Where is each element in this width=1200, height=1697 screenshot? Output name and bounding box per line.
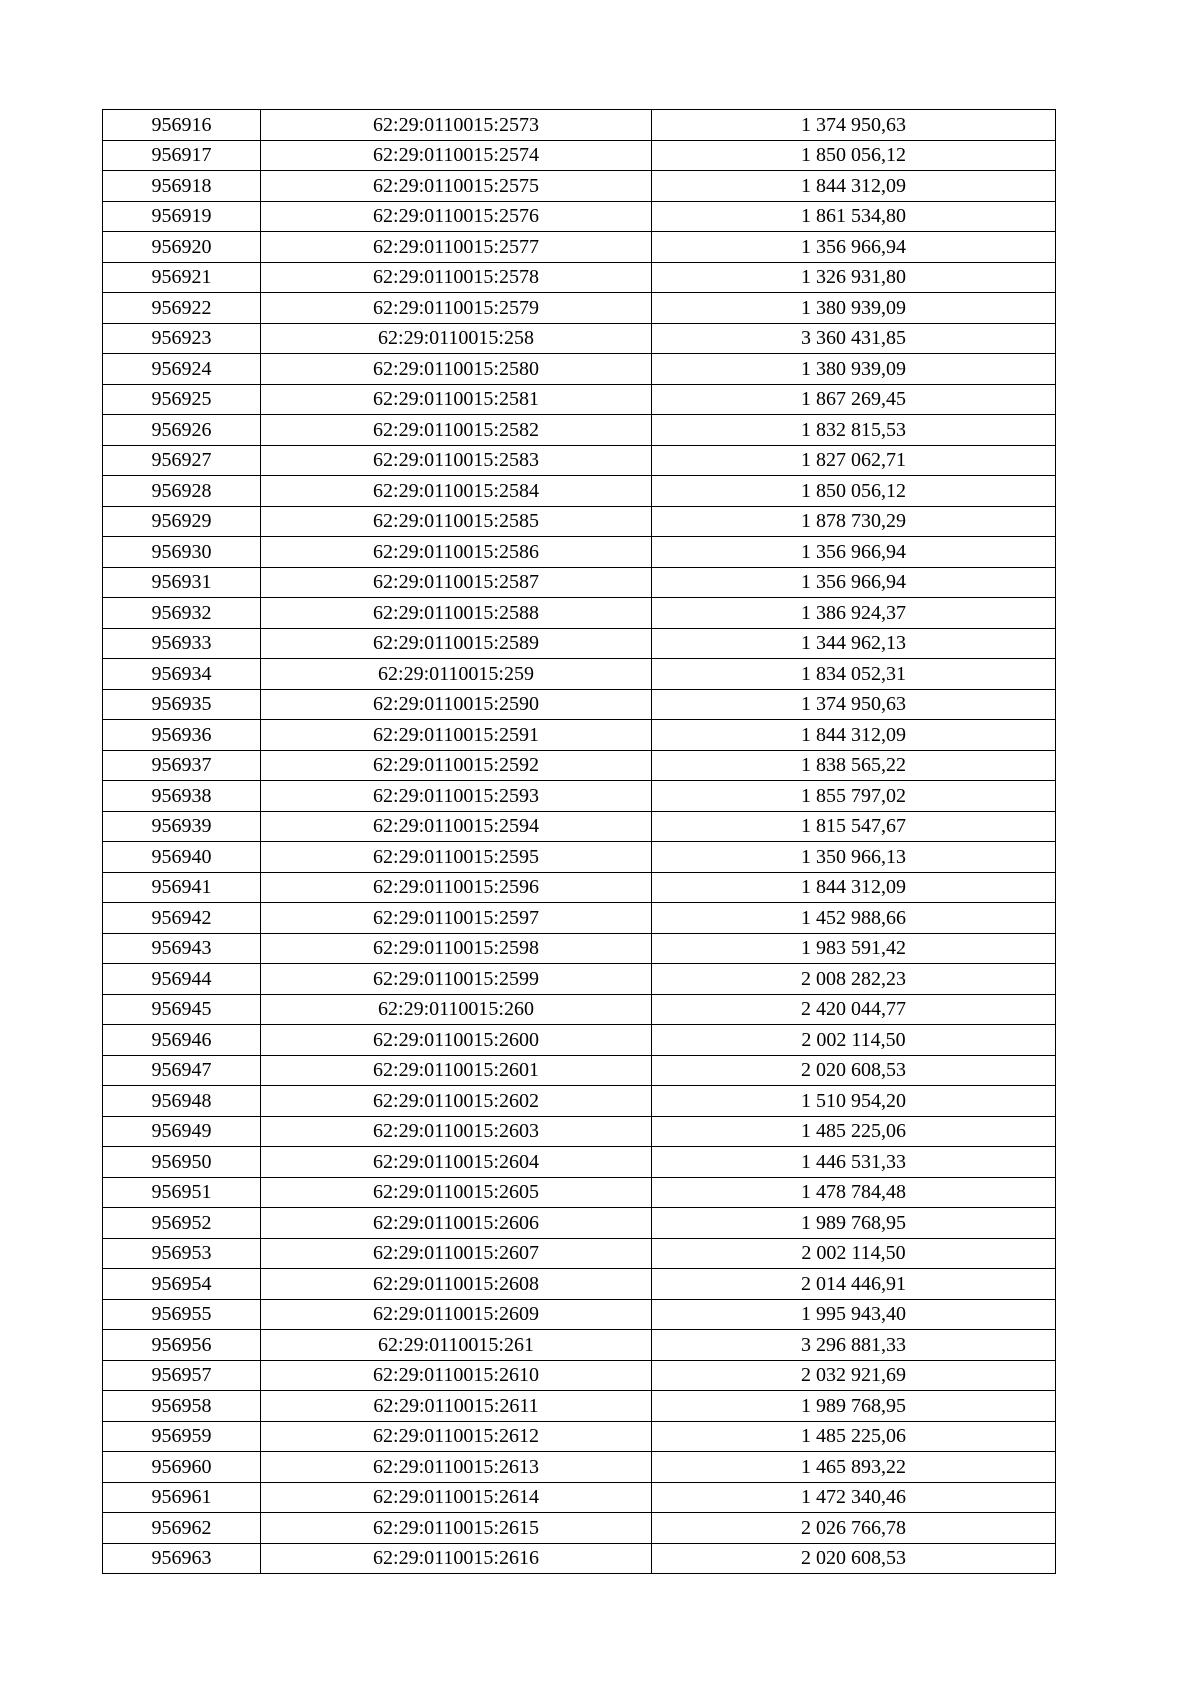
- cadastral-number-cell: 62:29:0110015:2607: [261, 1238, 652, 1269]
- cadastral-value-cell: 1 878 730,29: [652, 506, 1056, 537]
- cadastral-number-cell: 62:29:0110015:2591: [261, 720, 652, 751]
- table-row: [103, 872, 1056, 903]
- cadastral-value-cell: 1 844 312,09: [652, 872, 1056, 903]
- row-number-cell: 956932: [103, 598, 261, 629]
- cadastral-number-cell: 62:29:0110015:2604: [261, 1147, 652, 1178]
- table-row: [103, 415, 1056, 446]
- cadastral-value-cell: 1 356 966,94: [652, 537, 1056, 568]
- row-number-cell: 956957: [103, 1360, 261, 1391]
- row-number-cell: 956962: [103, 1513, 261, 1544]
- cadastral-value-cell: 1 452 988,66: [652, 903, 1056, 934]
- cadastral-number-cell: 62:29:0110015:2585: [261, 506, 652, 537]
- table-row: [103, 903, 1056, 934]
- cadastral-number-cell: 62:29:0110015:2574: [261, 140, 652, 171]
- row-number-cell: 956929: [103, 506, 261, 537]
- row-number-cell: 956959: [103, 1421, 261, 1452]
- table-row: [103, 232, 1056, 263]
- table-row: [103, 110, 1056, 141]
- row-number-cell: 956937: [103, 750, 261, 781]
- row-number-cell: 956925: [103, 384, 261, 415]
- row-number-cell: 956936: [103, 720, 261, 751]
- cadastral-number-cell: 62:29:0110015:2594: [261, 811, 652, 842]
- table-row: [103, 720, 1056, 751]
- cadastral-value-cell: 1 380 939,09: [652, 354, 1056, 385]
- cadastral-value-cell: 1 485 225,06: [652, 1421, 1056, 1452]
- table-row: [103, 476, 1056, 507]
- table-row: [103, 1543, 1056, 1574]
- cadastral-value-cell: 2 002 114,50: [652, 1238, 1056, 1269]
- table-row: [103, 354, 1056, 385]
- table-row: [103, 1391, 1056, 1422]
- table-row: [103, 323, 1056, 354]
- row-number-cell: 956920: [103, 232, 261, 263]
- cadastral-number-cell: 62:29:0110015:2590: [261, 689, 652, 720]
- cadastral-value-cell: 2 420 044,77: [652, 994, 1056, 1025]
- table-row: [103, 445, 1056, 476]
- cadastral-number-cell: 62:29:0110015:2595: [261, 842, 652, 873]
- table-row: [103, 933, 1056, 964]
- table-row: [103, 384, 1056, 415]
- cadastral-value-cell: 1 867 269,45: [652, 384, 1056, 415]
- row-number-cell: 956938: [103, 781, 261, 812]
- row-number-cell: 956934: [103, 659, 261, 690]
- table-row: [103, 1116, 1056, 1147]
- table-row: [103, 1055, 1056, 1086]
- table-row: [103, 262, 1056, 293]
- table-row: [103, 994, 1056, 1025]
- cadastral-number-cell: 62:29:0110015:258: [261, 323, 652, 354]
- cadastral-value-cell: 2 026 766,78: [652, 1513, 1056, 1544]
- table-row: [103, 1482, 1056, 1513]
- table-row: [103, 1452, 1056, 1483]
- table-row: [103, 1025, 1056, 1056]
- row-number-cell: 956960: [103, 1452, 261, 1483]
- table-row: [103, 1299, 1056, 1330]
- table-row: [103, 689, 1056, 720]
- table-row: [103, 598, 1056, 629]
- cadastral-value-cell: 1 350 966,13: [652, 842, 1056, 873]
- row-number-cell: 956922: [103, 293, 261, 324]
- cadastral-value-cell: 2 008 282,23: [652, 964, 1056, 995]
- cadastral-number-cell: 62:29:0110015:260: [261, 994, 652, 1025]
- row-number-cell: 956955: [103, 1299, 261, 1330]
- cadastral-number-cell: 62:29:0110015:2610: [261, 1360, 652, 1391]
- cadastral-value-cell: 2 020 608,53: [652, 1055, 1056, 1086]
- cadastral-number-cell: 62:29:0110015:2611: [261, 1391, 652, 1422]
- cadastral-number-cell: 62:29:0110015:2605: [261, 1177, 652, 1208]
- cadastral-number-cell: 62:29:0110015:2616: [261, 1543, 652, 1574]
- row-number-cell: 956954: [103, 1269, 261, 1300]
- cadastral-number-cell: 62:29:0110015:2598: [261, 933, 652, 964]
- table-body: [103, 110, 1056, 1574]
- row-number-cell: 956927: [103, 445, 261, 476]
- row-number-cell: 956928: [103, 476, 261, 507]
- cadastral-value-cell: 1 815 547,67: [652, 811, 1056, 842]
- table-row: [103, 1330, 1056, 1361]
- cadastral-value-cell: 1 472 340,46: [652, 1482, 1056, 1513]
- cadastral-value-cell: 1 995 943,40: [652, 1299, 1056, 1330]
- cadastral-value-cell: 1 989 768,95: [652, 1391, 1056, 1422]
- table-row: [103, 842, 1056, 873]
- cadastral-value-cell: 2 020 608,53: [652, 1543, 1056, 1574]
- cadastral-number-cell: 62:29:0110015:2584: [261, 476, 652, 507]
- cadastral-number-cell: 62:29:0110015:2588: [261, 598, 652, 629]
- row-number-cell: 956953: [103, 1238, 261, 1269]
- cadastral-number-cell: 62:29:0110015:2576: [261, 201, 652, 232]
- cadastral-number-cell: 62:29:0110015:2603: [261, 1116, 652, 1147]
- row-number-cell: 956919: [103, 201, 261, 232]
- cadastral-number-cell: 62:29:0110015:2615: [261, 1513, 652, 1544]
- cadastral-number-cell: 62:29:0110015:2573: [261, 110, 652, 141]
- cadastral-value-cell: 1 344 962,13: [652, 628, 1056, 659]
- cadastral-value-cell: 2 032 921,69: [652, 1360, 1056, 1391]
- table-row: [103, 1360, 1056, 1391]
- table-row: [103, 537, 1056, 568]
- row-number-cell: 956933: [103, 628, 261, 659]
- row-number-cell: 956923: [103, 323, 261, 354]
- table-row: [103, 171, 1056, 202]
- table-row: [103, 1177, 1056, 1208]
- row-number-cell: 956924: [103, 354, 261, 385]
- cadastral-value-cell: 1 983 591,42: [652, 933, 1056, 964]
- cadastral-value-cell: 1 465 893,22: [652, 1452, 1056, 1483]
- table-row: [103, 659, 1056, 690]
- row-number-cell: 956943: [103, 933, 261, 964]
- row-number-cell: 956917: [103, 140, 261, 171]
- row-number-cell: 956926: [103, 415, 261, 446]
- cadastral-number-cell: 62:29:0110015:2580: [261, 354, 652, 385]
- cadastral-value-cell: 3 360 431,85: [652, 323, 1056, 354]
- cadastral-value-cell: 1 850 056,12: [652, 140, 1056, 171]
- row-number-cell: 956963: [103, 1543, 261, 1574]
- cadastral-value-cell: 1 485 225,06: [652, 1116, 1056, 1147]
- cadastral-number-cell: 62:29:0110015:2577: [261, 232, 652, 263]
- row-number-cell: 956939: [103, 811, 261, 842]
- table-row: [103, 567, 1056, 598]
- table-row: [103, 140, 1056, 171]
- cadastral-number-cell: 62:29:0110015:2599: [261, 964, 652, 995]
- row-number-cell: 956949: [103, 1116, 261, 1147]
- row-number-cell: 956958: [103, 1391, 261, 1422]
- cadastral-number-cell: 62:29:0110015:2592: [261, 750, 652, 781]
- cadastral-number-cell: 62:29:0110015:2608: [261, 1269, 652, 1300]
- cadastral-value-cell: 1 855 797,02: [652, 781, 1056, 812]
- cadastral-number-cell: 62:29:0110015:2582: [261, 415, 652, 446]
- cadastral-number-cell: 62:29:0110015:2583: [261, 445, 652, 476]
- cadastral-value-cell: 1 380 939,09: [652, 293, 1056, 324]
- cadastral-number-cell: 62:29:0110015:2602: [261, 1086, 652, 1117]
- cadastral-number-cell: 62:29:0110015:2612: [261, 1421, 652, 1452]
- table-row: [103, 628, 1056, 659]
- table-row: [103, 1208, 1056, 1239]
- row-number-cell: 956947: [103, 1055, 261, 1086]
- cadastral-value-cell: 1 446 531,33: [652, 1147, 1056, 1178]
- row-number-cell: 956956: [103, 1330, 261, 1361]
- cadastral-value-table: [102, 109, 1056, 1574]
- cadastral-number-cell: 62:29:0110015:259: [261, 659, 652, 690]
- cadastral-value-cell: 1 834 052,31: [652, 659, 1056, 690]
- row-number-cell: 956951: [103, 1177, 261, 1208]
- table-row: [103, 1147, 1056, 1178]
- table-row: [103, 750, 1056, 781]
- cadastral-value-cell: 1 374 950,63: [652, 110, 1056, 141]
- cadastral-number-cell: 62:29:0110015:2600: [261, 1025, 652, 1056]
- table-row: [103, 1421, 1056, 1452]
- cadastral-number-cell: 62:29:0110015:2589: [261, 628, 652, 659]
- cadastral-number-cell: 62:29:0110015:2597: [261, 903, 652, 934]
- cadastral-number-cell: 62:29:0110015:2596: [261, 872, 652, 903]
- cadastral-value-cell: 1 989 768,95: [652, 1208, 1056, 1239]
- table-row: [103, 781, 1056, 812]
- row-number-cell: 956931: [103, 567, 261, 598]
- row-number-cell: 956935: [103, 689, 261, 720]
- table-row: [103, 1269, 1056, 1300]
- cadastral-number-cell: 62:29:0110015:261: [261, 1330, 652, 1361]
- row-number-cell: 956945: [103, 994, 261, 1025]
- table-row: [103, 811, 1056, 842]
- row-number-cell: 956940: [103, 842, 261, 873]
- cadastral-number-cell: 62:29:0110015:2587: [261, 567, 652, 598]
- cadastral-number-cell: 62:29:0110015:2578: [261, 262, 652, 293]
- table-row: [103, 506, 1056, 537]
- cadastral-number-cell: 62:29:0110015:2601: [261, 1055, 652, 1086]
- cadastral-value-cell: 1 356 966,94: [652, 567, 1056, 598]
- cadastral-value-cell: 1 832 815,53: [652, 415, 1056, 446]
- cadastral-number-cell: 62:29:0110015:2575: [261, 171, 652, 202]
- cadastral-number-cell: 62:29:0110015:2613: [261, 1452, 652, 1483]
- cadastral-value-cell: 1 374 950,63: [652, 689, 1056, 720]
- cadastral-number-cell: 62:29:0110015:2606: [261, 1208, 652, 1239]
- table-row: [103, 1238, 1056, 1269]
- cadastral-value-cell: 3 296 881,33: [652, 1330, 1056, 1361]
- table-row: [103, 201, 1056, 232]
- cadastral-value-cell: 1 356 966,94: [652, 232, 1056, 263]
- row-number-cell: 956941: [103, 872, 261, 903]
- cadastral-value-cell: 1 861 534,80: [652, 201, 1056, 232]
- cadastral-value-cell: 2 014 446,91: [652, 1269, 1056, 1300]
- cadastral-number-cell: 62:29:0110015:2581: [261, 384, 652, 415]
- cadastral-value-cell: 1 844 312,09: [652, 720, 1056, 751]
- row-number-cell: 956950: [103, 1147, 261, 1178]
- row-number-cell: 956916: [103, 110, 261, 141]
- cadastral-value-cell: 1 510 954,20: [652, 1086, 1056, 1117]
- cadastral-value-cell: 1 838 565,22: [652, 750, 1056, 781]
- row-number-cell: 956952: [103, 1208, 261, 1239]
- cadastral-value-cell: 2 002 114,50: [652, 1025, 1056, 1056]
- row-number-cell: 956944: [103, 964, 261, 995]
- row-number-cell: 956961: [103, 1482, 261, 1513]
- table-row: [103, 964, 1056, 995]
- cadastral-number-cell: 62:29:0110015:2579: [261, 293, 652, 324]
- row-number-cell: 956921: [103, 262, 261, 293]
- row-number-cell: 956946: [103, 1025, 261, 1056]
- cadastral-number-cell: 62:29:0110015:2609: [261, 1299, 652, 1330]
- row-number-cell: 956918: [103, 171, 261, 202]
- table-row: [103, 293, 1056, 324]
- row-number-cell: 956942: [103, 903, 261, 934]
- table-row: [103, 1086, 1056, 1117]
- cadastral-number-cell: 62:29:0110015:2593: [261, 781, 652, 812]
- cadastral-value-cell: 1 326 931,80: [652, 262, 1056, 293]
- table-row: [103, 1513, 1056, 1544]
- cadastral-value-cell: 1 844 312,09: [652, 171, 1056, 202]
- cadastral-value-cell: 1 478 784,48: [652, 1177, 1056, 1208]
- cadastral-number-cell: 62:29:0110015:2586: [261, 537, 652, 568]
- cadastral-value-cell: 1 386 924,37: [652, 598, 1056, 629]
- cadastral-value-cell: 1 850 056,12: [652, 476, 1056, 507]
- cadastral-value-cell: 1 827 062,71: [652, 445, 1056, 476]
- cadastral-number-cell: 62:29:0110015:2614: [261, 1482, 652, 1513]
- row-number-cell: 956930: [103, 537, 261, 568]
- row-number-cell: 956948: [103, 1086, 261, 1117]
